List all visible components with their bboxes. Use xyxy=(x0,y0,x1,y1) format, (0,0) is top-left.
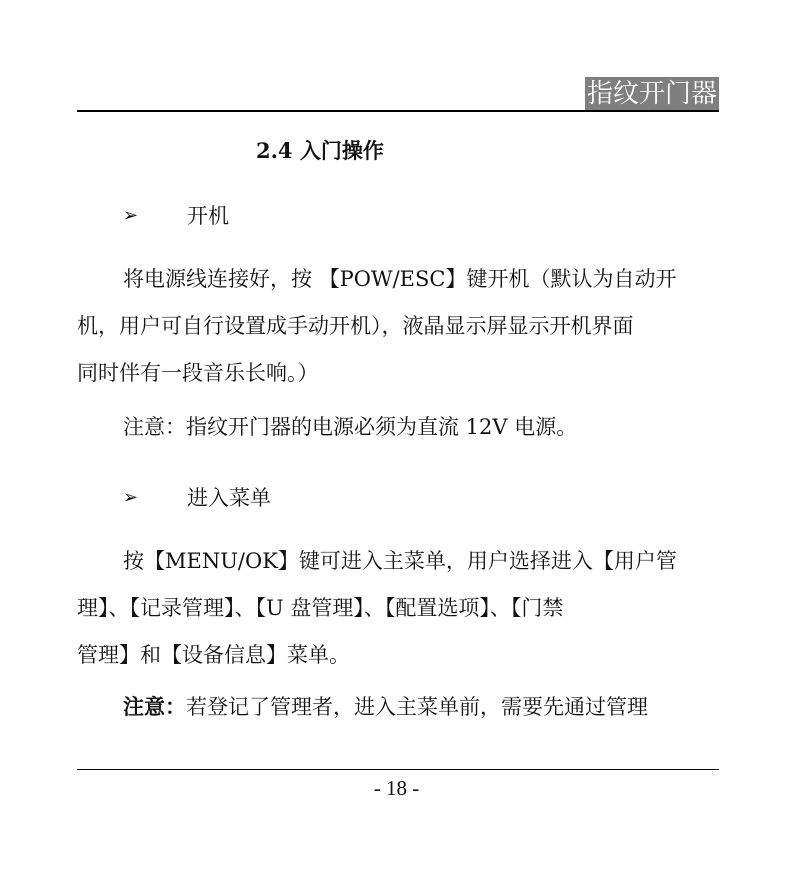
section-heading: 2.4 入门操作 xyxy=(256,138,384,163)
bullet-arrow-icon: ➢ xyxy=(123,487,139,508)
menu-note xyxy=(123,692,648,722)
bullet-enter-menu xyxy=(123,483,271,513)
paragraph-line: 按【MENU/OK】键可进入主菜单，用户选择进入【用户管 xyxy=(123,549,677,573)
bullet-power-on xyxy=(123,201,229,231)
paragraph-line: 机，用户可自行设置成手动开机），液晶显示屏显示开机界面 xyxy=(77,314,634,338)
header-title: 指纹开门器 xyxy=(586,79,717,109)
paragraph-line: 管理】和【设备信息】菜单。 xyxy=(77,643,350,667)
note-label: 注意： xyxy=(123,694,186,719)
header-rule xyxy=(77,110,719,112)
bullet-label: 进入菜单 xyxy=(187,486,271,510)
paragraph-line: 同时伴有一段音乐长响。） xyxy=(77,361,319,385)
power-note: 注意：指纹开门器的电源必须为直流 12V 电源。 xyxy=(123,415,578,439)
bullet-arrow-icon: ➢ xyxy=(123,205,139,226)
bullet-label: 开机 xyxy=(187,204,229,228)
footer-rule xyxy=(77,769,719,770)
note-text: 若登记了管理者，进入主菜单前，需要先通过管理 xyxy=(186,695,648,719)
paragraph-line: 将电源线连接好，按 【POW/ESC】键开机（默认为自动开 xyxy=(123,267,677,291)
page-number: - 18 - xyxy=(373,776,420,800)
paragraph-line: 理】、【记录管理】、【U 盘管理】、【配置选项】、【门禁 xyxy=(77,596,564,620)
